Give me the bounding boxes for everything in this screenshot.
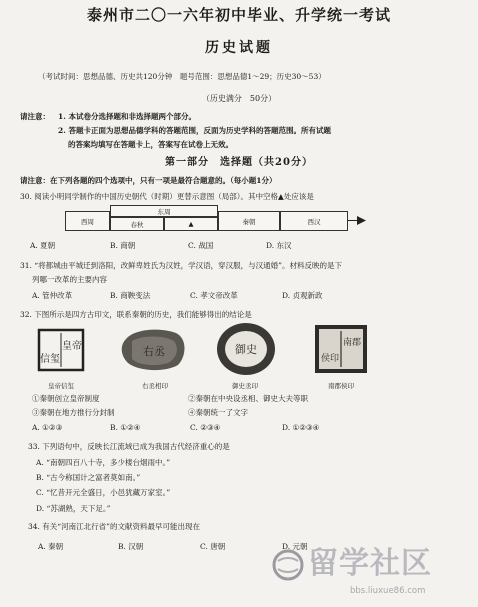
watermark-brand: 留学社区 [308,546,432,581]
q30-option-a: A. 夏朝 [30,241,56,250]
seal-2-text: 右丞 [143,345,165,358]
q32-option-a: A. ①②③ [32,423,63,432]
seal-4-text-b: 侯印 [320,354,340,364]
q31-stem-1: 31. “将都城由平城迁到洛阳，改鲜卑姓氏为汉姓，学汉语，穿汉服，与汉通婚”。材料反映的是下 [20,261,342,270]
section-instruction: 请注意：在下列各题的四个选项中，只有一项是最符合题意的。（每小题1分） [20,176,277,185]
seal-caption-1: 皇帝信玺 [48,382,74,390]
note-2a: 2. 答题卡正面为思想品德学科的答题范围，反面为历史学科的答题范围。所有试题 [58,126,331,135]
subject-title: 历史试题 [205,40,273,56]
q30-option-b: B. 商朝 [110,241,136,250]
section-title: 第一部分 选择题（共20分） [165,157,313,168]
q33-option-a: A. “南朝四百八十寺，多少楼台烟雨中。” [36,458,171,467]
seal-1-text-b: 信玺 [40,354,60,365]
q32-option-b: B. ①②④ [110,423,141,432]
full-score: （历史满分 50分） [201,94,277,103]
seal-yushi-chengyin [215,321,277,377]
q32-stem: 32. 下图所示是四方古印文，联系秦朝的历史，我们能够得出的结论是 [20,310,252,319]
q33-stem: 33. 下列语句中，反映长江流域已成为我国古代经济重心的是 [28,442,230,451]
timeline-blank: ▲ [164,217,218,231]
arrow-head-icon [357,216,367,225]
timeline-xizhou: 西周 [65,211,110,231]
seal-you-chengxiang [120,327,190,373]
note-1: 1. 本试卷分选择题和非选择题两个部分。 [58,112,196,121]
q33-option-c: C. “忆昔开元全盛日，小邑犹藏万家室。” [36,488,171,497]
exam-meta: （考试时间：思想品德、历史共120分钟 题号范围：思想品德1～29；历史30～53） [38,72,326,81]
q30-option-c: C. 战国 [188,241,214,250]
q31-option-c: C. 孝文帝改革 [190,291,238,300]
q31-option-b: B. 商鞅变法 [110,291,151,300]
notes-label: 请注意： [20,112,50,121]
q31-option-a: A. 管仲改革 [32,291,73,300]
seal-nanjun-houyin [313,323,369,375]
seal-caption-2: 右丞相印 [142,382,168,390]
dynasty-timeline [65,207,365,231]
q33-option-d: D. “苏湖熟，天下足。” [36,504,111,513]
q32-option-c: C. ②③④ [190,423,221,432]
seal-4-text-a: 南郡 [342,338,362,348]
timeline-qin: 秦朝 [218,211,280,231]
globe-logo-icon [270,547,306,583]
q32-item-3: ③秦朝在地方推行分封制 [32,408,115,417]
q32-item-4: ④秦朝统一了文字 [188,408,248,417]
seal-caption-4: 南郡侯印 [328,382,354,390]
q33-option-b: B. “古今称国计之富者莫如南。” [36,473,141,482]
q31-stem-2: 列哪一改革的主要内容 [32,275,107,284]
q30-option-d: D. 东汉 [266,241,292,250]
q34-option-b: B. 汉朝 [118,542,144,551]
seal-caption-3: 御史丞印 [232,382,258,390]
seal-huangdi-xinxi [36,327,86,373]
q32-item-2: ②秦朝在中央设丞相、御史大夫等职 [188,394,308,403]
q31-option-d: D. 贞观新政 [282,291,323,300]
watermark-url: bbs.liuxue86.com [350,586,426,596]
q34-option-a: A. 秦朝 [38,542,64,551]
q30-stem: 30. 阅读小明同学制作的中国历史朝代（时期）更替示意图（局部）。其中空格▲处应该是 [20,192,314,201]
q34-option-d: D. 元朝 [282,542,308,551]
timeline-xihan: 西汉 [280,211,348,231]
seal-1-text-a: 皇帝 [62,341,82,352]
q32-item-1: ①秦朝创立皇帝制度 [32,394,100,403]
note-2b: 的答案均填写在答题卡上，答案写在试卷上无效。 [68,140,233,149]
timeline-chunqiu: 春秋 [110,217,164,231]
timeline-dongzhou: 东周 [110,205,218,217]
q34-option-c: C. 唐朝 [200,542,226,551]
site-watermark [270,542,470,601]
seal-3-text: 御史 [235,343,257,356]
exam-title: 泰州市二〇一六年初中毕业、升学统一考试 [86,6,391,24]
q32-option-d: D. ①②③④ [282,423,320,432]
q34-stem: 34. 有关“河南江北行省”的文献资料最早可能出现在 [28,522,200,531]
